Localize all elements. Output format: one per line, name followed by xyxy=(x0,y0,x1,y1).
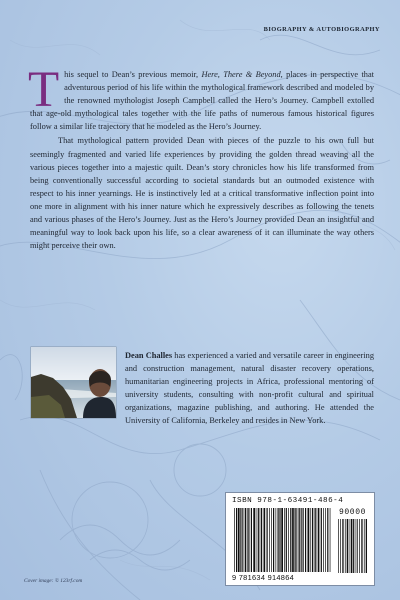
price-code: 90000 xyxy=(339,508,367,517)
category-label: BIOGRAPHY & AUTOBIOGRAPHY xyxy=(263,26,380,33)
previous-memoir-title: Here, There & Beyond xyxy=(201,70,281,79)
barcode-number: 9 781634 914864 xyxy=(232,573,295,582)
book-description xyxy=(28,62,374,252)
isbn-text: ISBN 978-1-63491-486-4 xyxy=(232,497,344,505)
ean13-barcode xyxy=(234,508,332,572)
isbn-barcode-box xyxy=(225,492,375,586)
description-paragraph-2: That mythological pattern provided Dean with pieces of the puzzle to his own full but seemingly fragmented and varied life experiences by providing the golden thread weaving all the various pieces together into a majestic quilt. Dean’s story chronicles how his life transformed from being conventionally successful according to societal standards but an outmoded existence with respect to his inner yearnings. He is instinctively led at a critical transformative inflection point into one more in alignment with his inner nature which he expressively describes as following the tenets and various phases of the Hero’s Journey. Just as the Hero’s Journey provided Dean an insightful and meaningful way to look back upon his life, so a clear awareness of it can illuminate the way others might perceive their own. xyxy=(30,136,374,251)
photo-spacer xyxy=(31,349,125,421)
drop-cap: T xyxy=(28,62,60,118)
paragraph-1-text-b: , places in perspective that adventurous period of his life within the mythological framework described and modeled by the renowned mythologist Joseph Campbell called the Hero’s Journey. Campbell extolled that age-old mythological tales together with the life paths of numerous famous historical figures follow a similar life trajectory that he modeled as the Hero’s Journey. xyxy=(30,70,374,132)
cover-image-credit: Cover image: © 123rf.com xyxy=(24,578,83,584)
author-bio xyxy=(31,349,374,428)
author-name: Dean Challes xyxy=(125,351,173,360)
author-bio-text: has experienced a varied and versatile career in engineering and construction management, natural disaster recovery operations, humanitarian engineering projects in Africa, professional mentoring of university students, consulting with non-profit cultural and spiritual organizations, magazine publishing, and authoring. He attended the University of California, Berkeley and resides in New York. xyxy=(125,351,374,426)
paragraph-1-text-a: his sequel to Dean’s previous memoir, xyxy=(64,70,202,79)
description-paragraph-1 xyxy=(28,62,374,133)
price-barcode xyxy=(338,519,368,573)
